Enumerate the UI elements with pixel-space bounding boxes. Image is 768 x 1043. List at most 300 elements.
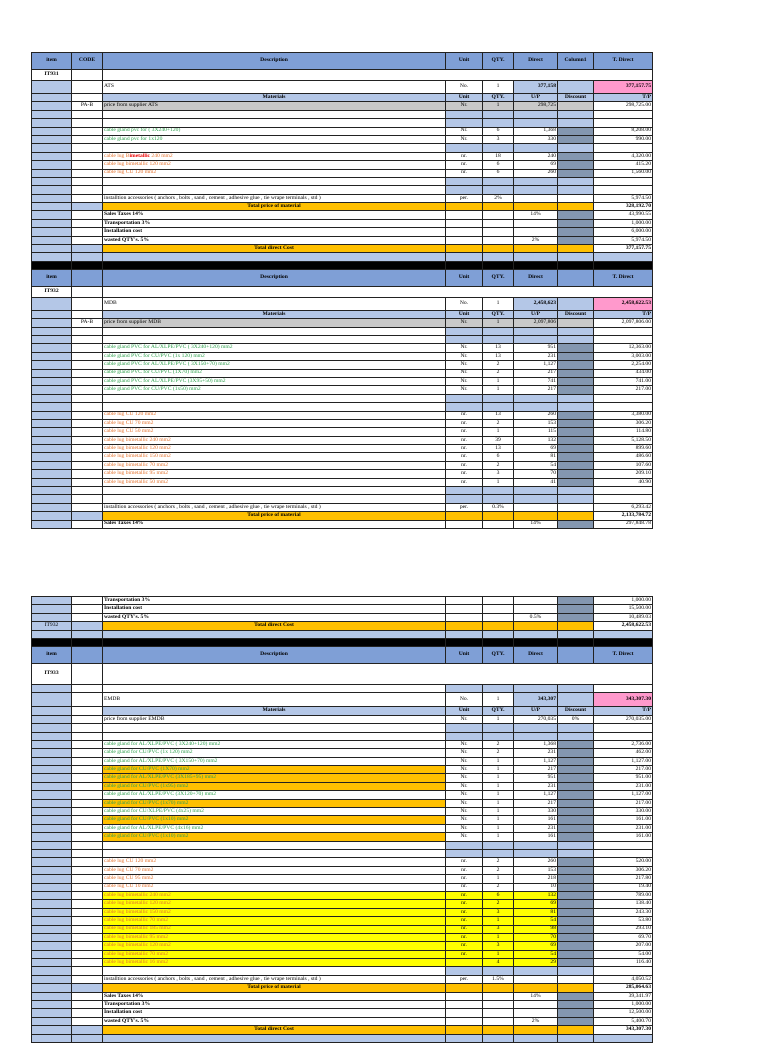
- header-row: [32, 53, 653, 70]
- it933-gland-rows: [32, 740, 653, 841]
- material-row: [32, 478, 653, 486]
- material-row: [32, 740, 653, 748]
- cell-p[interactable]: 98: [514, 925, 558, 933]
- item-id-row: IT932: [32, 286, 653, 297]
- cell-d[interactable]: cable lug CU 50 mm2: [103, 428, 446, 436]
- cell-q[interactable]: 1: [483, 774, 514, 782]
- cell-u[interactable]: Nr.: [446, 386, 483, 394]
- it932-gland-rows: [32, 344, 653, 394]
- supplier-row: price from supplier EMDB Nr. 1 270,035 0% 270,035.00: [32, 715, 653, 723]
- cell-p[interactable]: 217: [514, 386, 558, 394]
- cell-q[interactable]: 1: [483, 791, 514, 799]
- material-row: [32, 891, 653, 899]
- cell-q[interactable]: 13: [483, 411, 514, 419]
- item-name[interactable]: ATS: [103, 81, 446, 94]
- cell-d[interactable]: cable lug bimetallic 95 mm2: [103, 470, 446, 478]
- supplier-row: PA-B price from supplier ATS Nr. 1 298,725 298,725.00: [32, 102, 653, 110]
- material-row: [32, 344, 653, 352]
- col-description[interactable]: Description: [103, 53, 446, 70]
- cell-t[interactable]: 306.20: [594, 419, 653, 427]
- cell-q[interactable]: 1: [483, 933, 514, 941]
- cell-q[interactable]: 1: [483, 478, 514, 486]
- wasted-row: wasted QTY's. 5% 2% 5,974.50: [32, 236, 653, 244]
- cell-d[interactable]: cable lug CU 70 mm2: [103, 866, 446, 874]
- total-direct-row: Total direct Cost 377,157.75: [32, 245, 653, 253]
- cell-q[interactable]: 3: [483, 470, 514, 478]
- material-row: [32, 352, 653, 360]
- cell-q[interactable]: 2: [483, 866, 514, 874]
- cell-q[interactable]: 1: [483, 428, 514, 436]
- material-row: [32, 766, 653, 774]
- accessories-row: installtion accessories ( anchors , bolts , sand , cement , adhesive glue , tie wrape terminals , std ) per. 2% 5,974.50: [32, 194, 653, 202]
- cell-u[interactable]: nr.: [446, 470, 483, 478]
- cell-u[interactable]: Nr.: [446, 808, 483, 816]
- cell-t[interactable]: 209.10: [594, 470, 653, 478]
- cell-t[interactable]: 1,127.00: [594, 791, 653, 799]
- cell-t[interactable]: 217.80: [594, 875, 653, 883]
- wasted-row: wasted QTY's. 5% 2% 5,400.70: [32, 1017, 653, 1025]
- cell-p[interactable]: 132: [514, 891, 558, 899]
- cell-d[interactable]: cable gland for CU/PVC (1x70) mm2: [103, 799, 446, 807]
- material-row: [32, 436, 653, 444]
- cell-t[interactable]: 5,128.50: [594, 436, 653, 444]
- cell-u[interactable]: Nr.: [446, 824, 483, 832]
- cell-p[interactable]: 81: [514, 453, 558, 461]
- cell-q[interactable]: 1: [483, 833, 514, 841]
- it933-lug-rows: [32, 858, 653, 967]
- cell-t[interactable]: 520.00: [594, 858, 653, 866]
- accessories-row: installtion accessories ( anchors , bolts , sand , cement , adhesive glue , tie wrape terminals , std ) per. 1.5% 4,050.52: [32, 975, 653, 983]
- cell-u[interactable]: Nr.: [446, 344, 483, 352]
- cell-p[interactable]: 29: [514, 959, 558, 967]
- cell-d[interactable]: cable gland PVC for AL/XLPE/PVC ( 3X240+120) mm2: [103, 344, 446, 352]
- col-qty[interactable]: QTY.: [483, 53, 514, 70]
- material-row: [32, 917, 653, 925]
- cell-d[interactable]: cable lug bimetallic 95 mm2: [103, 933, 446, 941]
- material-row: [32, 377, 653, 385]
- cell-d[interactable]: cable lug CU 120 mm2: [103, 411, 446, 419]
- material-row: [32, 361, 653, 369]
- cell-d[interactable]: cable lug bimetallic 120 mm2: [103, 445, 446, 453]
- cell-t[interactable]: 217.00: [594, 799, 653, 807]
- cell-d[interactable]: cable lug CU 70 mm2: [103, 419, 446, 427]
- cell-q[interactable]: 13: [483, 352, 514, 360]
- cell-t[interactable]: 19.40: [594, 883, 653, 891]
- cell-t[interactable]: 114.80: [594, 428, 653, 436]
- cell-q[interactable]: 2: [483, 900, 514, 908]
- material-row: cable lug CU 120 mm2 nr. 6 260 1,560.00: [32, 169, 653, 177]
- cell-t[interactable]: 12,363.00: [594, 344, 653, 352]
- header-row: item Description Unit QTY. Direct T. Direct: [32, 646, 653, 663]
- material-row: [32, 369, 653, 377]
- cell-u[interactable]: nr.: [446, 950, 483, 958]
- material-row: [32, 453, 653, 461]
- cell-d[interactable]: cable gland for CU/PVC (1x10) mm2: [103, 816, 446, 824]
- cell-q[interactable]: 3: [483, 908, 514, 916]
- cell-q[interactable]: 3: [483, 925, 514, 933]
- col-code[interactable]: CODE: [72, 53, 103, 70]
- material-row: [32, 470, 653, 478]
- transport-row: Transportation 3% 1,000.00: [32, 219, 653, 227]
- cell-u[interactable]: Nr.: [446, 791, 483, 799]
- cell-t[interactable]: 293.10: [594, 925, 653, 933]
- material-row: [32, 419, 653, 427]
- installation-row: Installation cost 12,500.00: [32, 1009, 653, 1017]
- cell-p[interactable]: 41: [514, 478, 558, 486]
- cell-p[interactable]: 161: [514, 816, 558, 824]
- cell-t[interactable]: 243.30: [594, 908, 653, 916]
- material-row: [32, 866, 653, 874]
- material-row: [32, 808, 653, 816]
- material-row: [32, 942, 653, 950]
- material-row: [32, 799, 653, 807]
- cell-u[interactable]: Nr.: [446, 799, 483, 807]
- cell-t[interactable]: 116.40: [594, 959, 653, 967]
- cell-d[interactable]: cable lug bimetallic 70 mm2: [103, 461, 446, 469]
- cell-u[interactable]: [446, 959, 483, 967]
- cell-t[interactable]: 231.00: [594, 824, 653, 832]
- cell-d[interactable]: cable lug bimetallic 185 mm2: [103, 925, 446, 933]
- installation-row: Installation cost 15,500.00: [32, 605, 653, 613]
- cell-t[interactable]: 217.00: [594, 386, 653, 394]
- material-row: [32, 774, 653, 782]
- cell-q[interactable]: 6: [483, 891, 514, 899]
- cell-p[interactable]: 260: [514, 858, 558, 866]
- cell-p[interactable]: 260: [514, 411, 558, 419]
- cell-p[interactable]: 217: [514, 766, 558, 774]
- material-row: [32, 749, 653, 757]
- cell-q[interactable]: 1: [483, 816, 514, 824]
- cell-p[interactable]: 218: [514, 875, 558, 883]
- cell-u[interactable]: nr.: [446, 900, 483, 908]
- cell-t[interactable]: 330.00: [594, 808, 653, 816]
- total-material-row: Total price of material 2,133,784.72: [32, 512, 653, 520]
- cell-d[interactable]: cable gland for CU/PVC (1X70) mm2: [103, 766, 446, 774]
- cell-q[interactable]: 1: [483, 782, 514, 790]
- material-row: [32, 959, 653, 967]
- material-row: [32, 816, 653, 824]
- cell-t[interactable]: 107.60: [594, 461, 653, 469]
- cell-d[interactable]: cable gland for CU/XLPE/PVC (4x25) mm2: [103, 808, 446, 816]
- cell-t[interactable]: 899.60: [594, 445, 653, 453]
- material-row: [32, 950, 653, 958]
- cell-p[interactable]: 231: [514, 824, 558, 832]
- material-row: [32, 791, 653, 799]
- cell-q[interactable]: 2: [483, 858, 514, 866]
- cell-d[interactable]: cable lug bimetallic 70 mm2: [103, 950, 446, 958]
- separator: [32, 638, 653, 646]
- cell-d[interactable]: cable lug CU 120 mm2: [103, 858, 446, 866]
- installation-row: Installation cost 6,000.00: [32, 228, 653, 236]
- cell-t[interactable]: 3,380.00: [594, 411, 653, 419]
- cell-p[interactable]: 1,127: [514, 361, 558, 369]
- cell-p[interactable]: 217: [514, 799, 558, 807]
- material-row: [32, 858, 653, 866]
- header-row: item Description Unit QTY. Direct T. Direct: [32, 269, 653, 286]
- cell-q[interactable]: 2: [483, 883, 514, 891]
- cell-d[interactable]: cable lug bimetallic 120 mm2: [103, 942, 446, 950]
- material-row: [32, 411, 653, 419]
- cell-p[interactable]: 330: [514, 808, 558, 816]
- cell-u[interactable]: nr.: [446, 461, 483, 469]
- cell-q[interactable]: 2: [483, 361, 514, 369]
- cell-d[interactable]: cable gland PVC for CU/PVC (1X70) mm2: [103, 369, 446, 377]
- total-direct-row: Total direct Cost 343,307.30: [32, 1026, 653, 1034]
- cell-u[interactable]: nr.: [446, 925, 483, 933]
- cell-u[interactable]: Nr.: [446, 816, 483, 824]
- cell-d[interactable]: cable gland PVC for CU/PVC (1x 120) mm2: [103, 352, 446, 360]
- cell-u[interactable]: nr.: [446, 933, 483, 941]
- cell-u[interactable]: nr.: [446, 858, 483, 866]
- cell-d[interactable]: cable lug bimetallic 150 mm2: [103, 908, 446, 916]
- cell-u[interactable]: nr.: [446, 866, 483, 874]
- boq-table-page2: [31, 596, 653, 1043]
- cell-q[interactable]: 1: [483, 377, 514, 385]
- material-row: [32, 908, 653, 916]
- material-row: [32, 883, 653, 891]
- cell-t[interactable]: 161.00: [594, 833, 653, 841]
- total-material-row: Total price of material 328,192.70: [32, 203, 653, 211]
- material-row: [32, 833, 653, 841]
- materials-header: Materials Unit QTY. U/P Discount T/P: [32, 707, 653, 715]
- cell-p[interactable]: 161: [514, 833, 558, 841]
- cell-t[interactable]: 741.00: [594, 377, 653, 385]
- cell-t[interactable]: 217.00: [594, 766, 653, 774]
- material-row: [32, 782, 653, 790]
- cell-q[interactable]: 2: [483, 740, 514, 748]
- cell-u[interactable]: nr.: [446, 436, 483, 444]
- cell-u[interactable]: nr.: [446, 411, 483, 419]
- cell-u[interactable]: nr.: [446, 478, 483, 486]
- cell-q[interactable]: 4: [483, 959, 514, 967]
- col-unit[interactable]: Unit: [446, 53, 483, 70]
- cell-d[interactable]: cable gland for AL/XLPE/PVC ( 3X150+70) mm2: [103, 757, 446, 765]
- cell-d[interactable]: cable gland for AL/XLPE/PVC (3X185+95) mm2: [103, 774, 446, 782]
- cell-u[interactable]: Nr.: [446, 369, 483, 377]
- cell-d[interactable]: cable lug bimetallic 70 mm2: [103, 917, 446, 925]
- cell-p[interactable]: 741: [514, 377, 558, 385]
- material-row: cable gland pvc for 1x120 Nr. 3 330 990.00: [32, 135, 653, 143]
- tax-row: Sales Taxes 14% 14% 43,990.55: [32, 211, 653, 219]
- material-row: [32, 875, 653, 883]
- cell-d[interactable]: cable lug bimetallic 240 mm2: [103, 891, 446, 899]
- cell-p[interactable]: 231: [514, 782, 558, 790]
- cell-d[interactable]: cable lug bimetallic 150 mm2: [103, 453, 446, 461]
- cell-q[interactable]: 1: [483, 875, 514, 883]
- col-direct[interactable]: Direct: [514, 53, 558, 70]
- material-row: [32, 461, 653, 469]
- cell-t[interactable]: 951.00: [594, 774, 653, 782]
- cell-t[interactable]: 69.70: [594, 933, 653, 941]
- col-column1[interactable]: Column1: [558, 53, 594, 70]
- cell-p[interactable]: 54: [514, 950, 558, 958]
- cell-d[interactable]: cable gland PVC for AL/XLPE/PVC ( 3X150+70) mm2: [103, 361, 446, 369]
- transport-row: Transportation 3% 1,000.00: [32, 1001, 653, 1009]
- material-row: cable lug Bimetallic 240 mm2 nr. 18 240 4,320.00: [32, 152, 653, 160]
- material-row: [32, 445, 653, 453]
- cell-d[interactable]: cable lug bimetallic 120 mm2: [103, 900, 446, 908]
- cell-p[interactable]: 69: [514, 445, 558, 453]
- cell-u[interactable]: Nr.: [446, 749, 483, 757]
- cell-u[interactable]: Nr.: [446, 352, 483, 360]
- cell-t[interactable]: 2,254.00: [594, 361, 653, 369]
- material-row: [32, 428, 653, 436]
- cell-p[interactable]: 951: [514, 774, 558, 782]
- cell-d[interactable]: cable gland for AL/XLPE/PVC (4x16) mm2: [103, 824, 446, 832]
- cell-u[interactable]: nr.: [446, 453, 483, 461]
- cell-d[interactable]: cable gland for CU/PVC (1x95) mm2: [103, 782, 446, 790]
- cell-p[interactable]: 115: [514, 428, 558, 436]
- tax-row: Sales Taxes 14% 14% 39,341.97: [32, 992, 653, 1000]
- cell-p[interactable]: 70: [514, 470, 558, 478]
- cell-t[interactable]: 486.60: [594, 453, 653, 461]
- col-item[interactable]: item: [32, 53, 72, 70]
- cell-q[interactable]: 2: [483, 461, 514, 469]
- cell-t[interactable]: 789.00: [594, 891, 653, 899]
- cell-t[interactable]: 161.00: [594, 816, 653, 824]
- materials-header: Materials Unit QTY. U/P Discount T/P: [32, 94, 653, 102]
- cell-t[interactable]: 40.90: [594, 478, 653, 486]
- cell-q[interactable]: 1: [483, 766, 514, 774]
- cell-q[interactable]: 1: [483, 386, 514, 394]
- it932-lug-rows: [32, 411, 653, 487]
- cell-u[interactable]: nr.: [446, 428, 483, 436]
- cell-u[interactable]: Nr.: [446, 833, 483, 841]
- cell-q[interactable]: 1: [483, 950, 514, 958]
- cell-d[interactable]: cable gland for CU/PVC (1x10) mm2: [103, 833, 446, 841]
- cell-u[interactable]: Nr.: [446, 377, 483, 385]
- cell-u[interactable]: Nr.: [446, 757, 483, 765]
- cell-t[interactable]: 306.20: [594, 866, 653, 874]
- total-material-row: Total price of material 285,064.63: [32, 984, 653, 992]
- cell-d[interactable]: cable lug bimetallic 50 mm2: [103, 478, 446, 486]
- cell-p[interactable]: 153: [514, 866, 558, 874]
- cell-t[interactable]: 207.00: [594, 942, 653, 950]
- cell-u[interactable]: nr.: [446, 419, 483, 427]
- cell-d[interactable]: cable gland for AL/XLPE/PVC ( 3X240+120) mm2: [103, 740, 446, 748]
- tax-row: Sales Taxes 14% 14% 297,848.78: [32, 520, 653, 528]
- cell-t[interactable]: 434.00: [594, 369, 653, 377]
- cell-d[interactable]: cable gland for CU/PVC (1x 120) mm2: [103, 749, 446, 757]
- cell-t[interactable]: 2,736.00: [594, 740, 653, 748]
- item-id[interactable]: IT931: [32, 70, 72, 81]
- material-row: [32, 925, 653, 933]
- cell-u[interactable]: nr.: [446, 917, 483, 925]
- cell-q[interactable]: 2: [483, 369, 514, 377]
- cell-q[interactable]: 2: [483, 419, 514, 427]
- material-row: [32, 900, 653, 908]
- item-id-row: IT933: [32, 663, 653, 684]
- col-t-direct[interactable]: T. Direct: [594, 53, 653, 70]
- cell-u[interactable]: Nr.: [446, 782, 483, 790]
- cell-d[interactable]: cable gland PVC for AL/XLPE/PVC (3X95+50) mm2: [103, 377, 446, 385]
- cell-p[interactable]: 231: [514, 749, 558, 757]
- separator: [32, 261, 653, 269]
- cell-p[interactable]: 54: [514, 461, 558, 469]
- material-row: [32, 824, 653, 832]
- cell-q[interactable]: 1: [483, 824, 514, 832]
- cell-u[interactable]: Nr.: [446, 766, 483, 774]
- cell-p[interactable]: 10: [514, 883, 558, 891]
- cell-u[interactable]: Nr.: [446, 774, 483, 782]
- materials-header: Materials Unit QTY. U/P Discount T/P: [32, 310, 653, 318]
- cell-u[interactable]: Nr.: [446, 740, 483, 748]
- cell-q[interactable]: 13: [483, 445, 514, 453]
- cell-t[interactable]: 3,003.00: [594, 352, 653, 360]
- material-row: cable lug bimetallic 120 mm2 nr. 6 69 415.20: [32, 161, 653, 169]
- item-row: MDB No. 1 2,458,623 2,458,622.53: [32, 297, 653, 310]
- wasted-row: wasted QTY's. 5% 0.5% 10,489.03: [32, 613, 653, 621]
- cell-t[interactable]: 1,127.00: [594, 757, 653, 765]
- cell-d[interactable]: cable lug bimetallic 16 mm2: [103, 959, 446, 967]
- cell-t[interactable]: 53.80: [594, 917, 653, 925]
- total-direct-row: IT932 Total direct Cost 2,458,622.53: [32, 622, 653, 630]
- supplier-row: PA-B price from supplier MDB Nr. 1 2,097,806 2,097,806.00: [32, 319, 653, 327]
- cell-p[interactable]: 54: [514, 917, 558, 925]
- cell-u[interactable]: Nr.: [446, 361, 483, 369]
- cell-t[interactable]: 231.00: [594, 782, 653, 790]
- cell-d[interactable]: cable gland PVC for CU/PVC (1x50) mm2: [103, 386, 446, 394]
- cell-p[interactable]: 217: [514, 369, 558, 377]
- cell-p[interactable]: 81: [514, 908, 558, 916]
- item-row: EMDB No. 1 343,307 343,307.30: [32, 693, 653, 707]
- cell-u[interactable]: nr.: [446, 891, 483, 899]
- cell-p[interactable]: 1,127: [514, 791, 558, 799]
- boq-table-page1: [31, 52, 653, 529]
- transport-row: Transportation 3% 1,000.00: [32, 597, 653, 605]
- cell-u[interactable]: nr.: [446, 875, 483, 883]
- cell-d[interactable]: cable lug bimetallic 240 mm2: [103, 436, 446, 444]
- cell-q[interactable]: 1: [483, 799, 514, 807]
- material-row: [32, 386, 653, 394]
- material-row: [32, 933, 653, 941]
- cell-t[interactable]: 138.40: [594, 900, 653, 908]
- item-row: ATS No. 1 377,158 377,157.75: [32, 81, 653, 94]
- cell-p[interactable]: 153: [514, 419, 558, 427]
- cell-d[interactable]: cable gland for AL/XLPE/PVC (3X120+70) mm2: [103, 791, 446, 799]
- cell-q[interactable]: 3: [483, 942, 514, 950]
- cell-u[interactable]: nr.: [446, 942, 483, 950]
- cell-p[interactable]: 69: [514, 942, 558, 950]
- cell-q[interactable]: 2: [483, 749, 514, 757]
- cell-q[interactable]: 39: [483, 436, 514, 444]
- item-total[interactable]: 377,157.75: [594, 81, 653, 94]
- cell-q[interactable]: 13: [483, 344, 514, 352]
- cell-u[interactable]: nr.: [446, 908, 483, 916]
- cell-q[interactable]: 1: [483, 757, 514, 765]
- cell-t[interactable]: 462.00: [594, 749, 653, 757]
- cell-p[interactable]: 132: [514, 436, 558, 444]
- cell-p[interactable]: 1,127: [514, 757, 558, 765]
- cell-p[interactable]: 70: [514, 933, 558, 941]
- cell-u[interactable]: nr.: [446, 445, 483, 453]
- cell-d[interactable]: cable lug CU 95 mm2: [103, 875, 446, 883]
- cell-p[interactable]: 1,368: [514, 740, 558, 748]
- cell-q[interactable]: 6: [483, 453, 514, 461]
- cell-p[interactable]: 231: [514, 352, 558, 360]
- cell-p[interactable]: 69: [514, 900, 558, 908]
- material-row: [32, 757, 653, 765]
- cell-q[interactable]: 1: [483, 808, 514, 816]
- cell-p[interactable]: 951: [514, 344, 558, 352]
- item-id-row: [32, 70, 653, 81]
- cell-q[interactable]: 1: [483, 917, 514, 925]
- cell-d[interactable]: cable lug CU 10 mm2: [103, 883, 446, 891]
- material-row: cable gland pvc for ( 3X240+120) Nr. 6 1,368 8,208.00: [32, 127, 653, 135]
- cell-t[interactable]: 54.00: [594, 950, 653, 958]
- accessories-row: installtion accessories ( anchors , bolts , sand , cement , adhesive glue , tie wrape terminals , std ) per. 0.3% 6,293.42: [32, 503, 653, 511]
- cell-u[interactable]: nr.: [446, 883, 483, 891]
